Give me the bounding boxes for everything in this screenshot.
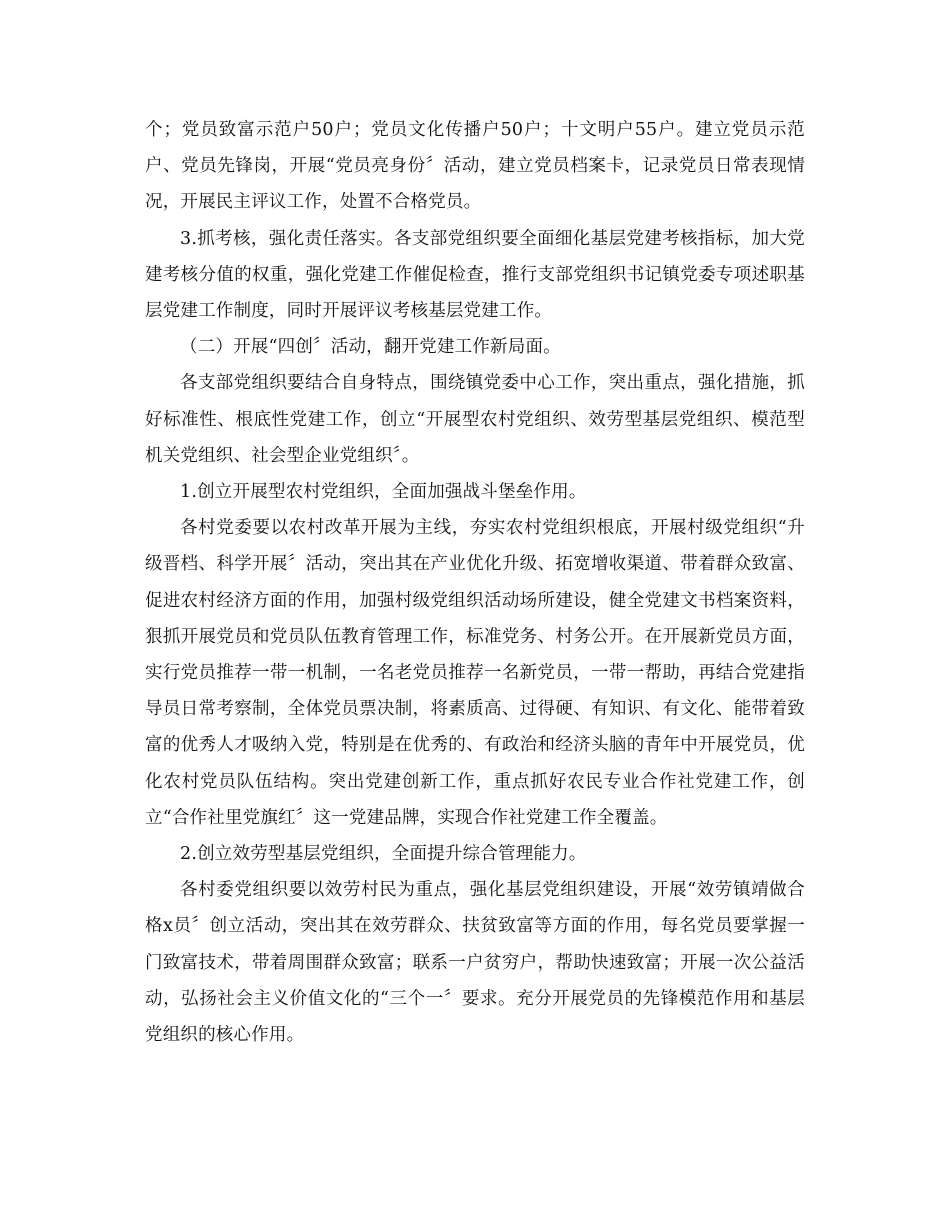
section-heading-2: （二）开展“四创〞活动，翻开党建工作新局面。 — [180, 337, 561, 358]
paragraph-4: 各支部党组织要结合自身特点，围绕镇党委中心工作，突出重点，强化措施，抓好标准性、根底性党建工作，创立“开展型农村党组织、效劳型基层党组织、模范型机关党组织、社会型企业党组织〞。 — [145, 373, 805, 466]
paragraph-8: 各村委党组织要以效劳村民为重点，强化基层党组织建设，开展“效劳镇靖做合格x员〞创立活动，突出其在效劳群众、扶贫致富等方面的作用，每名党员要掌握一门致富技术，带着周围群众致富；联系一户贫穷户，帮助快速致富；开展一次公益活动，弘扬社会主义价值文化的“三个一〞要求。充分开展党员的先锋模范作用和基层党组织的核心作用。 — [145, 880, 805, 1046]
subheading-1: 1.创立开展型农村党组织，全面加强战斗堡垒作用。 — [180, 482, 587, 503]
paragraph-6: 各村党委要以农村改革开展为主线，夯实农村党组织根底，开展村级党组织“升级晋档、科学开展〞活动，突出其在产业优化升级、拓宽增收渠道、带着群众致富、促进农村经济方面的作用，加强村级党组织活动场所建设，健全党建文书档案资料，狠抓开展党员和党员队伍教育管理工作，标准党务、村务公开。在开展新党员方面，实行党员推荐一带一机制，一名老党员推荐一名新党员，一带一帮助，再结合党建指导员日常考察制，全体党员票决制，将素质高、过得硬、有知识、有文化、能带着致富的优秀人才吸纳入党，特别是在优秀的、有政治和经济头脑的青年中开展党员，优化农村党员队伍结构。突出党建创新工作，重点抓好农民专业合作社党建工作，创立“合作社里党旗红〞这一党建品牌，实现合作社党建工作全覆盖。 — [145, 518, 805, 828]
subheading-2: 2.创立效劳型基层党组织，全面提升综合管理能力。 — [180, 844, 587, 865]
paragraph-1: 个；党员致富示范户50户；党员文化传播户50户；十文明户55户。建立党员示范户、党员先锋岗，开展“党员亮身份〞活动，建立党员档案卡，记录党员日常表现情况，开展民主评议工作，处置不合格党员。 — [145, 120, 805, 213]
document-body — [145, 112, 805, 1053]
paragraph-2: 3.抓考核，强化责任落实。各支部党组织要全面细化基层党建考核指标，加大党建考核分值的权重，强化党建工作催促检查，推行支部党组织书记镇党委专项述职基层党建工作制度，同时开展评议考核基层党建工作。 — [145, 228, 805, 322]
